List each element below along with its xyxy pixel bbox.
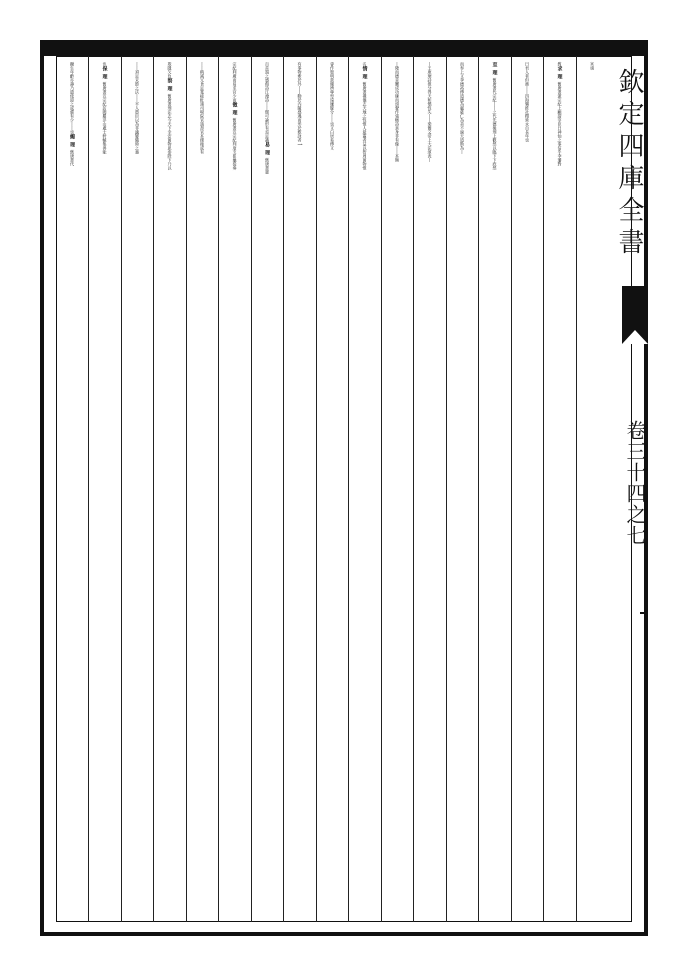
text-column [283,62,316,918]
column-rule [153,56,154,922]
column-rule [186,56,187,922]
column-rule [543,56,544,922]
column-text: 宗紀利廣而易求官少而 [232,62,238,102]
column-text: 諸司場院官請却官本錢後或有 [200,102,205,154]
column-rule [121,56,122,922]
fishtail-notch [622,330,648,344]
column-text: 舊唐書代宗紀丨丨之代先德後刑上歡然以臨下下欣然 [492,78,498,170]
column-text: 睿作聖明貴賤辨尊卑遠嫌疑分丨丨也又白居易傳又 [330,62,335,150]
column-rule [283,56,284,922]
column-rule [88,56,89,922]
column-rule [251,56,252,922]
entry-heading: 易理 [264,142,270,158]
column-text: 敎 [557,62,563,66]
column-text: 舊唐書代 [70,150,75,166]
entry-heading: 燭理 [69,134,75,150]
column-text: 舊唐書憲 [265,158,270,174]
text-column [251,62,284,918]
book-title: 欽定四庫全書 [614,68,644,260]
text-column [186,62,219,918]
text-column [413,62,446,918]
column-rule [348,56,349,922]
column-text: 舊唐書宣宗紀訪聞羅浮山處士軒轅集善能 [102,82,108,154]
column-rule [511,56,512,922]
column-text: 而奉上又李德裕傳道德為麗慈仁為美不過天道斯為丨 [460,62,465,154]
column-text: 丨王康琚詩推分得天和矯性失丨丨梁簡文帝上大法頌表丨 [427,62,433,162]
entry-heading: 保理 [101,66,108,82]
entry-heading: 徵理 [231,102,238,118]
column-text: 百首謂之感傷詩江淹詩丨丨儻可論形有焉足識 [265,62,270,142]
text-column [218,62,251,918]
column-text: 欺隱欠負 [167,62,173,78]
column-text: 末節之法丨丨平人愚臣以為非適變隨時之義 [135,78,140,154]
column-text: 攝生年齡亦壽乃遣使迎之或冀有少丨丨也 [70,62,75,134]
text-column [88,62,121,918]
column-rule [218,56,219,922]
top-border-band [40,40,648,56]
column-rule [413,56,414,922]
text-column [446,62,479,918]
margin-rule [640,612,648,614]
text-column [348,62,381,918]
text-column [381,62,414,918]
text-column [576,62,609,918]
column-text: 舊唐書宣宗紀判度支崔龜從奏 [232,118,238,170]
column-text: 名 [362,62,368,66]
text-column [56,62,89,918]
column-text: 丨隆而德音闡成功臻而頌聲作張蠙詩真身非有像丨丨本無 [395,62,400,162]
text-column [121,62,154,918]
text-column [543,62,576,918]
column-text: 舊唐書刑法志今天下幸安萬物思泰陛下乃以 [167,94,173,170]
column-rule [446,56,447,922]
entry-heading: 求理 [556,66,563,82]
column-rule [478,56,479,922]
entry-heading: 察理 [166,78,173,94]
text-column [153,62,186,918]
column-rule [576,56,577,922]
column-text: 丨丨稍減冗食足寬疲甿 [200,62,205,102]
text-column [511,62,544,918]
column-rule [381,56,382,922]
column-text: 有事物牽於外丨丨動於内隨感遇而形於歎詠者 [297,62,303,142]
entry-heading: 一 [296,142,303,150]
column-rule [316,56,317,922]
column-text: 舊唐書禮儀志天地之性惟人最靈者益以智周萬物惟 [362,82,368,170]
text-column [316,62,349,918]
column-text: 丨丨須足 [135,62,140,78]
juan-label: 卷三十四之七 [623,420,647,546]
entry-heading: 至理 [491,62,498,78]
text-column [478,62,511,918]
column-text: 宾頑 [590,62,595,70]
column-text: 也 [102,62,108,66]
column-text: 舊唐書憲宗紀上顧謂宰臣曰神仙之事信乎李藩對 [557,82,563,166]
column-text: 曰君人者但務丨丨四海樂推社稷延永自長年也 [525,62,530,142]
margin-rule [640,300,648,302]
entry-heading: 情理 [361,66,368,82]
